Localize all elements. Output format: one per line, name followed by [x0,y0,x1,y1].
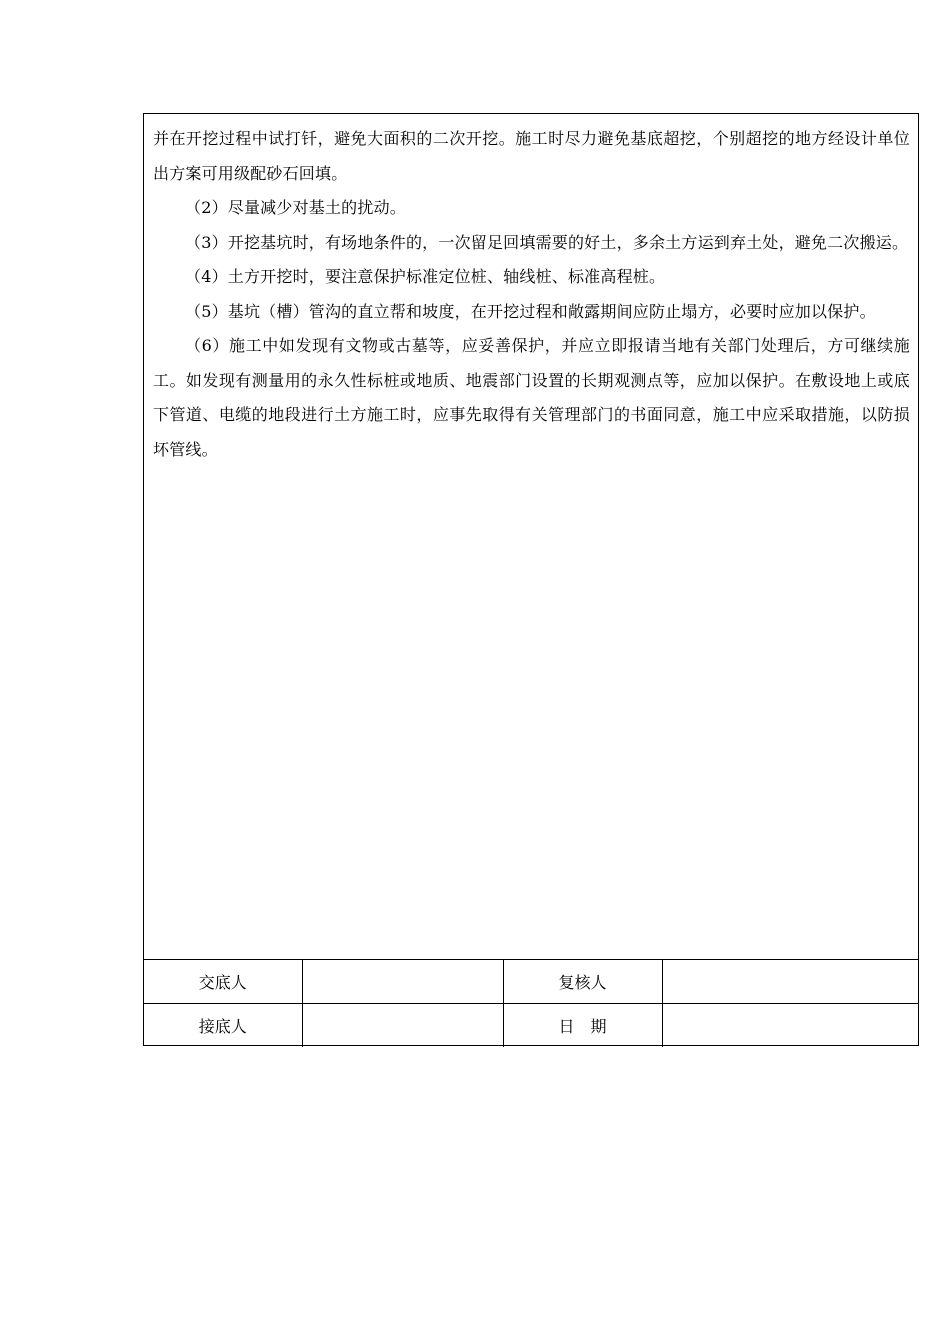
date-field[interactable] [662,1004,918,1048]
paragraph-item-4: （4）土方开挖时，要注意保护标准定位桩、轴线桩、标准高程桩。 [185,267,666,286]
discloser-field[interactable] [302,960,503,1004]
receiver-field[interactable] [302,1004,503,1048]
discloser-label: 交底人 [144,960,302,1004]
paragraph-item-5: （5）基坑（槽）管沟的直立帮和坡度，在开挖过程和敞露期间应防止塌方，必要时应加以保护。 [185,301,876,321]
disclosure-sheet [143,113,919,1046]
receiver-label: 接底人 [144,1004,302,1048]
paragraph-continued: 并在开挖过程中试打钎，避免大面积的二次开挖。施工时尽力避免基底超挖，个别超挖的地方经设计单位出方案可用级配砂石回填。 [153,129,910,183]
reviewer-label: 复核人 [503,960,662,1004]
paragraph-item-6: （6）施工中如发现有文物或古墓等，应妥善保护，并应立即报请当地有关部门处理后，方可继续施工。如发现有测量用的永久性标桩或地质、地震部门设置的长期观测点等，应加以保护。在敷设地上或底下管道、电缆的地段进行土方施工时，应事先取得有关管理部门的书面同意，施工中应采取措施，以防损坏管线。 [153,336,910,459]
signoff-table [144,960,918,1047]
paragraph-item-2: （2）尽量减少对基土的扰动。 [185,198,406,217]
paragraph-item-3: （3）开挖基坑时，有场地条件的，一次留足回填需要的好土，多余土方运到弃土处，避免二次搬运。 [185,232,909,252]
content-cell [144,114,918,960]
reviewer-field[interactable] [662,960,918,1004]
signoff-row-1 [144,960,918,1004]
date-label: 日 期 [503,1004,662,1048]
signoff-row-2 [144,1004,918,1048]
